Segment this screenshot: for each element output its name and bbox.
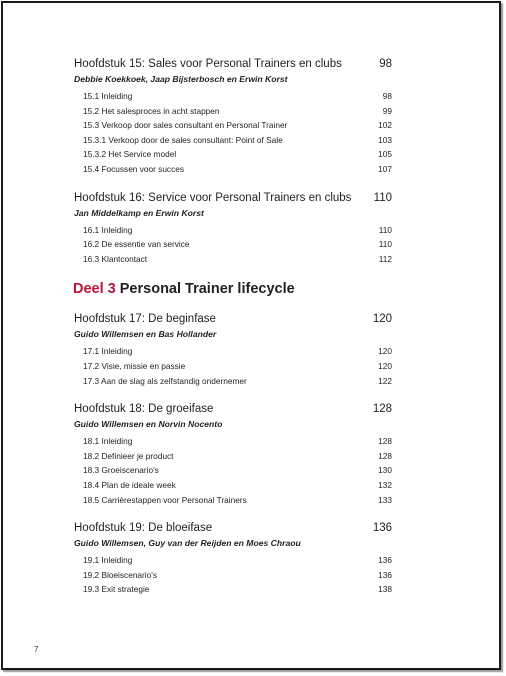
toc-entry[interactable]: [74, 568, 392, 583]
chapter-heading[interactable]: [74, 521, 392, 535]
toc-entry-label: 18.4 Plan de ideale week: [83, 479, 176, 490]
toc-entry-label: 19.2 Bloeiscenario's: [83, 569, 157, 580]
toc-entry-page: 132: [378, 479, 392, 490]
chapter-page-number: 110: [373, 191, 392, 204]
toc-entry[interactable]: [74, 162, 392, 177]
toc-entry[interactable]: [74, 223, 392, 238]
table-of-contents: [74, 57, 392, 611]
toc-entry-page: 110: [378, 239, 392, 250]
chapter-title: Hoofdstuk 15: Sales voor Personal Trainers en clubs: [74, 58, 342, 70]
toc-entry-page: 98: [382, 91, 392, 101]
toc-entry[interactable]: [74, 478, 392, 493]
toc-entry[interactable]: [74, 344, 392, 359]
toc-entry-label: 16.1 Inleiding: [83, 224, 133, 235]
page-number: 7: [34, 645, 39, 654]
document-page: [1, 1, 501, 670]
toc-entry[interactable]: [74, 118, 392, 133]
toc-entry-label: 18.1 Inleiding: [83, 436, 133, 447]
toc-entry-page: 103: [378, 134, 392, 145]
toc-entry-label: 19.1 Inleiding: [83, 555, 133, 566]
toc-entry[interactable]: [74, 449, 392, 464]
toc-entry[interactable]: [74, 104, 392, 119]
toc-entry-label: 15.3.1 Verkoop door de sales consultant: Point of Sale: [83, 134, 283, 145]
toc-entry-label: 15.3.2 Het Service model: [83, 149, 177, 160]
toc-entry[interactable]: [74, 463, 392, 478]
toc-entry-label: 18.2 Definieer je product: [83, 450, 174, 461]
chapter-page-number: 120: [372, 313, 392, 326]
chapter-heading[interactable]: [74, 402, 392, 416]
toc-entry-page: 136: [378, 569, 392, 580]
chapter-authors: Jan Middelkamp en Erwin Korst: [74, 207, 204, 218]
chapter-page-number: 98: [379, 58, 392, 70]
toc-entry-label: 17.2 Visie, missie en passie: [83, 360, 186, 371]
toc-entry-label: 19.3 Exit strategie: [83, 584, 150, 595]
toc-entry-label: 15.4 Focussen voor succes: [83, 163, 184, 174]
toc-entry-label: 15.3 Verkoop door sales consultant en Personal Trainer: [83, 120, 288, 131]
toc-entry-label: 15.2 Het salesproces in acht stappen: [83, 105, 220, 116]
chapter-heading[interactable]: [74, 57, 392, 71]
toc-entry[interactable]: [74, 237, 392, 252]
toc-entry[interactable]: [74, 147, 392, 162]
part-heading: [73, 280, 392, 298]
toc-entry-label: 18.5 Carrièrestappen voor Personal Trainers: [83, 494, 247, 505]
chapter-heading[interactable]: [74, 191, 392, 205]
toc-entry[interactable]: [74, 374, 392, 389]
chapter-title: Hoofdstuk 18: De groeifase: [74, 403, 214, 416]
toc-entry-page: 120: [378, 360, 392, 371]
chapter-authors: Guido Willemsen en Norvin Nocento: [74, 419, 223, 430]
toc-entry-page: 99: [382, 105, 392, 116]
chapter-authors: Guido Willemsen, Guy van der Reijden en Moes Chraou: [74, 538, 301, 549]
toc-entry-page: 128: [378, 436, 392, 447]
toc-entry-page: 133: [378, 494, 392, 505]
chapter-section: [74, 312, 392, 388]
toc-entry-page: 107: [378, 163, 392, 174]
part-name: Personal Trainer lifecycle: [119, 281, 295, 298]
chapter-heading[interactable]: [74, 312, 392, 326]
toc-entry-label: 18.3 Groeiscenario's: [83, 465, 159, 476]
toc-entry-page: 105: [378, 149, 392, 160]
toc-entry[interactable]: [74, 89, 392, 104]
toc-entry[interactable]: [74, 493, 392, 508]
toc-entry-label: 16.2 De essentie van service: [83, 239, 190, 250]
toc-entry[interactable]: [74, 582, 392, 597]
chapter-section: [74, 191, 392, 267]
chapter-section: [74, 57, 392, 177]
toc-entry-label: 17.3 Aan de slag als zelfstandig ondernemer: [83, 375, 247, 386]
chapter-title: Hoofdstuk 19: De bloeifase: [74, 522, 213, 535]
toc-entry-page: 128: [378, 450, 392, 461]
toc-entry[interactable]: [74, 359, 392, 374]
chapter-authors: Debbie Koekkoek, Jaap Bijsterbosch en Erwin Korst: [74, 74, 288, 84]
chapter-page-number: 128: [372, 403, 392, 416]
chapter-page-number: 136: [372, 522, 392, 535]
chapter-title: Hoofdstuk 17: De beginfase: [74, 313, 216, 326]
toc-entry[interactable]: [74, 553, 392, 568]
chapter-section: [74, 521, 392, 597]
toc-entry-page: 136: [378, 555, 392, 566]
toc-entry[interactable]: [74, 434, 392, 449]
chapter-authors: Guido Willemsen en Bas Hollander: [74, 329, 217, 340]
toc-entry-page: 110: [378, 224, 392, 235]
toc-entry-page: 102: [378, 120, 392, 131]
chapter-section: [74, 402, 392, 507]
toc-entry-page: 122: [378, 375, 392, 386]
toc-entry[interactable]: [74, 133, 392, 148]
toc-entry[interactable]: [74, 252, 392, 267]
toc-entry-page: 138: [378, 584, 392, 595]
toc-entry-page: 130: [378, 465, 392, 476]
toc-entry-page: 120: [378, 346, 392, 357]
chapter-title: Hoofdstuk 16: Service voor Personal Trainers en clubs: [74, 191, 352, 204]
toc-entry-page: 112: [378, 253, 392, 264]
toc-entry-label: 15.1 Inleiding: [83, 91, 133, 101]
toc-entry-label: 16.3 Klantcontact: [83, 253, 148, 264]
toc-entry-label: 17.1 Inleiding: [83, 346, 133, 357]
part-label: Deel 3: [73, 281, 116, 298]
